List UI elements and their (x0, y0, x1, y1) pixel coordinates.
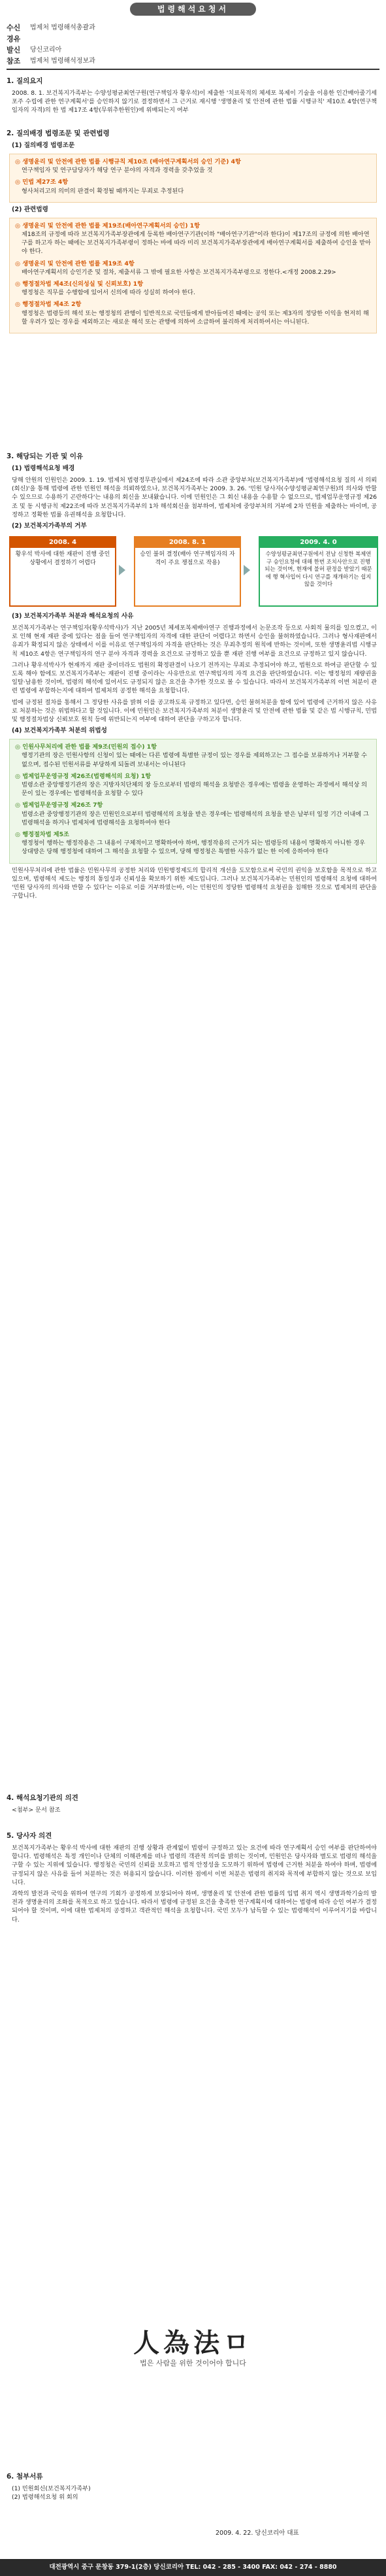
law-title: ◎ 생명윤리 및 안전에 관한 법률 제19조(배아연구계획서의 승인) 1항 (15, 222, 201, 229)
section-2 (7, 128, 379, 333)
section-2-heading: 2. 질의배경 법령조문 및 관련법령 (7, 129, 110, 137)
motto-seal (98, 2329, 288, 2375)
section-3-p5: 민원사무처리에 관한 법률은 민원사무의 공정한 처리와 민원행정제도의 합리적 개선을 도모함으로써 국민의 권익을 보호함을 목적으로 하고 있으며, 법령해석 제도는 행정의 통일성과 신뢰성을 확보하기 위한 제도입니다. 그러나 보건복지가족부는 민원인의 법령해석 요청에 대하여 '민원 당사자의 의사와 반할 수 있다'는 이유로 이를 거부하였는바, 이는 민원인의 정당한 법령해석 요청권을 침해한 것으로 법제처의 판단을 구합니다. (12, 866, 377, 900)
section-4-body: <첨부> 문서 참조 (12, 1806, 61, 1814)
attachment-item: (1) 민원회신(보건복지가족부) (12, 2485, 91, 2492)
law-item (15, 300, 371, 326)
section-1-heading: 1. 질의요지 (7, 77, 43, 85)
section-3-sub1: (1) 법령해석요청 배경 (12, 465, 75, 472)
via-label: 경유 (7, 35, 21, 43)
from-row (7, 44, 379, 56)
attachment-item: (2) 법령해석요청 위 회의 (12, 2494, 78, 2501)
section-6 (7, 2471, 379, 2501)
timeline-card (9, 536, 116, 607)
section-1-body: 2008. 8. 1. 보건복지가족부는 수양성평균최연구원(연구책임자 황우석)이 제출한 '치료목적의 체세포 복제이 기술을 이용한 인간배아줄기세포주 수립에 관한 연구계획서'를 승인하지 않기로 결정하면서 그 근거로 재시행 '생명윤리 및 안전에 관한 법률 시행규칙' 제10조 4항(연구책임자의 자격)의 한 법 제17조 4항(무위추한원인)에 위배되는지 여부 (12, 90, 377, 114)
law-body: 연구책임자 및 연구담당자가 해당 연구 분야의 자격과 경력을 갖추었을 것 (22, 167, 213, 175)
law-item (15, 158, 371, 175)
law-title: ◎ 생명윤리 및 안전에 관한 법률 제19조 4항 (15, 260, 135, 267)
law-item (15, 743, 371, 769)
law-body: 행정청은 법령등의 해석 또는 행정청의 관행이 일반적으로 국민들에게 받아들여진 때에는 공익 또는 제3자의 정당한 이익을 현저히 해할 우려가 있는 경우를 제외하고는 새로운 해석 또는 관행에 의하여 소급하여 불리하게 처리하여서는 아니된다. (22, 309, 369, 326)
section-3-heading: 3. 해당되는 기관 및 이유 (7, 452, 84, 460)
to-label: 수신 (7, 24, 21, 32)
law-title: ◎ 민법 제27조 4항 (15, 178, 69, 186)
law-item (15, 772, 371, 798)
law-title: ◎ 인원사무처리에 관한 법률 제9조(민원의 접수) 1항 (15, 743, 157, 751)
section-2-sub1: (1) 질의배경 법령조문 (12, 142, 75, 149)
section-4-heading: 4. 해석요청기관의 의견 (7, 1794, 78, 1802)
timeline-card (259, 536, 378, 607)
law-title: ◎ 행정절차법 제5조 (15, 831, 69, 839)
law-item (15, 222, 371, 256)
ref-value: 법제처 법령해석정보과 (30, 58, 95, 65)
signature-line: 2009. 4. 22. 당신코리아 대표 (216, 2530, 299, 2537)
law-body: 제18조의 규정에 따라 보건복지가족부장관에게 등록한 배아연구기관(이하 "배아연구기관"이라 한다)이 제17조의 규정에 의한 배아연구를 하고자 하는 때에는 보건복지가족부령이 정하는 바에 따라 미리 보건복지가족부장관에게 배아연구계획서를 제출하여 승인을 받아야 한다. (22, 231, 371, 256)
laws-box-1 (9, 154, 377, 203)
law-title: ◎ 행정절차법 제4조(신의성실 및 신뢰보호) 1항 (15, 280, 144, 288)
to-value: 법제처 법령해석총괄과 (30, 24, 95, 31)
law-body: 행정기관의 장은 민원사항의 신청이 있는 때에는 다른 법령에 특별한 규정이 있는 경우를 제외하고는 그 접수를 보류하거나 거부할 수 없으며, 접수된 민원서류를 부당하게 되돌려 보내서는 아니된다 (22, 752, 367, 768)
laws-box-2 (9, 218, 377, 333)
timeline-card (134, 536, 241, 607)
section-5-p1: 보건복지가족부는 황우석 박사에 대한 재판의 진행 상황과 관계없이 법령이 규정하고 있는 요건에 따라 연구계획서 승인 여부를 판단하여야 합니다. 법령해석은 특정 개인이나 단체의 이해관계를 떠나 법령의 객관적 의미를 밝히는 것이며, 민원인은 당사자와 별도로 법령의 해석을 구할 수 있는 지위에 있습니다. 행정청은 국민의 신뢰를 보호하고 법적 안정성을 도모하기 위하여 법령에 근거한 처분을 하여야 하며, 법령에 규정되지 않은 사유를 들어 처분하는 것은 허용되지 않습니다. 이러한 점에서 이번 처분은 법령의 취지와 목적에 부합하지 않는 것으로 보입니다. (12, 1844, 377, 1886)
section-1 (7, 76, 379, 115)
document-title: 법령해석요청서 (130, 3, 256, 16)
from-value: 당신코리아 (30, 46, 62, 54)
law-body: 법령소관 중앙행정기관의 장은 지방자치단체의 장 등으로부터 법령의 해석을 요청받은 경우에는 법령을 운영하는 과정에서 해석상 의문이 있는 경우에는 법령해석을 요청할 수 있다 (22, 781, 368, 798)
law-item (15, 801, 371, 827)
timeline-date: 2009. 4. 0 (260, 537, 377, 548)
timeline-text: 수양성평균최연구원에서 전남 신청한 복제연구 승인요청에 대해 한번 조치사안으로 진행되는 것이며, 현재에 불허 판정을 받았기 때문에 행 혁사입어 다시 연구를 재개하기는 쉽지 않을 것이다 (265, 551, 372, 588)
law-item (15, 830, 371, 856)
footer-contact: 대전광역시 중구 문창동 379-1(2층) 당신코리아 TEL: 042 - 285 - 3400 FAX: 042 - 274 - 8880 (0, 2559, 386, 2576)
law-title: ◎ 생명윤리 및 안전에 관한 법률 시행규칙 제10조 (배아연구계획서의 승인 기준) 4항 (15, 158, 241, 165)
section-5-heading: 5. 당사자 의견 (7, 1832, 52, 1840)
ref-row (7, 56, 379, 67)
law-body: 형사처리고의 의미의 판결이 확정될 때까지는 무죄로 추정된다 (22, 187, 184, 195)
to-row (7, 22, 379, 33)
law-item (15, 178, 371, 195)
section-3-p4: 법에 규정된 절차를 통해서 그 정당한 사유를 밝혀 이를 공고하도록 규정하고 있다면, 승인 불허처분을 함에 있어 법령에 근거하지 않은 사유로 처분하는 것은 위법하다고 할 것입니다. 이에 민원인은 보건복지가족부의 처분이 생명윤리 및 안전에 관한 법률 및 같은 법 시행규칙, 민법 및 행정절차법상 신뢰보호 원칙 등에 위반되는지 여부에 대하여 판단을 구하고자 합니다. (12, 698, 377, 724)
legality-box (9, 739, 377, 863)
timeline-date: 2008. 8. 1 (135, 537, 240, 548)
timeline (9, 536, 377, 609)
law-body: 배아연구계획서의 승인기준 및 절차, 제출서류 그 밖에 필요한 사항은 보건복지가족부령으로 정한다.<개정 2008.2.29> (22, 268, 336, 276)
title-bar (0, 0, 386, 18)
law-body: 행정청이 행하는 행정작용은 그 내용이 구체적이고 명확하여야 하며, 행정작용의 근거가 되는 법령등의 내용이 명확하지 아니한 경우 상대방은 당해 행정청에 대하여 그 해석을 요청할 수 있으며, 당해 행정청은 특별한 사유가 없는 한 이에 응하여야 한다 (22, 839, 365, 856)
timeline-text: 황우석 박사에 대한 재판이 진행 중인 상황에서 결정하기 어렵다 (15, 551, 110, 566)
section-5 (7, 1831, 379, 1924)
header-divider (7, 69, 379, 70)
arrow-icon (119, 565, 125, 575)
law-title: ◎ 법제업무운영규정 제26조(법령해석의 요청) 1항 (15, 772, 152, 780)
section-2-sub2: (2) 관련법령 (12, 205, 48, 213)
section-3-sub3: (3) 보건복지가족부 처분과 해석요청의 사유 (12, 613, 134, 620)
from-label: 발신 (7, 46, 21, 54)
section-3-p2: 보건복지가족부는 연구책임자(황우석박사)가 지난 2005년 체세포복제배아연구 진행과정에서 논문조작 등으로 사회적 물의를 일으켰고, 이로 인해 현재 재판 중에 있다는 점을 들어 연구책임자의 자격에 대한 판단이 어렵다고 하면서 승인을 불허하였습니다. 그러나 형사재판에서 유죄가 확정되지 않은 상태에서 이를 이유로 연구책임자의 자격을 판단하는 것은 무죄추정의 원칙에 반하는 것이며, 또한 생명윤리법 시행규칙 제10조 4항은 연구책임자의 연구 분야 자격과 경력을 요건으로 규정하고 있을 뿐 재판 진행 여부를 요건으로 규정하고 있지 않습니다. (12, 624, 377, 658)
section-3-sub4: (4) 보건복지가족부 처분의 위법성 (12, 727, 107, 735)
section-3-sub2: (2) 보건복지가족부의 거부 (12, 522, 87, 530)
section-3-p3: 그러나 황우석박사가 현재까지 재판 중이더라도 법원의 확정판결이 나오기 전까지는 무죄로 추정되어야 하고, 법원으로 하여금 판단할 수 있도록 해야 함에도 보건복지가족부는 재판이 진행 중이라는 사유만으로 연구책임자의 자격 요건을 판단하였습니다. 이는 행정청의 재량권을 일탈·남용한 것이며, 법령의 해석에 있어서도 규정되지 않은 요건을 추가한 것으로 볼 수 있습니다. 따라서 보건복지가족부의 이번 처분이 관련 법령에 부합하는지에 대하여 법제처의 공정한 해석을 요청합니다. (12, 661, 377, 695)
section-5-p2: 과학의 발전과 국익을 위하여 연구의 기회가 공정하게 보장되어야 하며, 생명윤리 및 안전에 관한 법률의 입법 취지 역시 생명과학기술의 발전과 생명윤리의 조화를 목적으로 하고 있습니다. 따라서 법령에 규정된 요건을 충족한 연구계획서에 대하여는 법령에 따라 승인 여부가 결정되어야 할 것이며, 이에 대한 법제처의 공정하고 객관적인 해석을 요청합니다. 국민 모두가 납득할 수 있는 법령해석이 이루어지기를 바랍니다. (12, 1890, 377, 1924)
law-item (15, 260, 371, 277)
law-body: 행정청은 직무를 수행함에 있어서 신의에 따라 성실히 하여야 한다. (22, 289, 195, 297)
timeline-text: 승인 불허 결정(배아 연구책임자의 자격이 주요 쟁점으로 작용) (140, 551, 235, 566)
law-body: 법령소관 중앙행정기관의 장은 민원인으로부터 법령해석의 요청을 받은 경우에는 법령해석의 요청을 받은 날부터 일정 기간 이내에 그 법령해석을 하거나 법제처에 법령해석을 요청하여야 한다 (22, 810, 369, 826)
law-item (15, 280, 371, 297)
motto-text: 법은 사람을 위한 것이어야 합니다 (140, 2359, 246, 2367)
section-3 (7, 451, 379, 901)
address-block (7, 22, 379, 70)
law-title: ◎ 행정절차법 제4조 2항 (15, 301, 82, 309)
section-4 (7, 1793, 379, 1814)
law-title: ◎ 법제업무운영규정 제26조 7항 (15, 802, 103, 809)
ref-label: 참조 (7, 57, 21, 65)
section-6-heading: 6. 첨부서류 (7, 2473, 43, 2481)
via-row (7, 33, 379, 44)
arrow-icon (244, 565, 250, 575)
motto-calligraphy: 人為法ㅁ (133, 2328, 253, 2358)
timeline-date: 2008. 4 (10, 537, 115, 548)
section-3-p1: 당해 안원의 인원인은 2009. 1. 19. 법제처 법령정무관실에서 제24조에 따라 소관 중앙부처(보건복지가족부)에 '법령해석요청 질의 서 의뢰(회신)'을 통해 법령에 관한 민원인 해석을 의뢰하였으나, 보건복지가족부는 2009. 3. 26. '민원 당사자(수양성평균최연구원)의 의사와 반할 수 있으므로 수용하기 곤란하다'는 내용의 회신을 보내왔습니다. 이에 민원인은 그 회신 내용을 수용할 수 없으므로, 법제업무운영규정 제26조 및 동 시행규칙 제22조에 따라 보건복지가족부의 1차 해석회신을 첨부하여, 법제처에 중앙부처의 거부에 2차 민원을 제출하는 바이며, 공정하고 정확한 법률 유권해석을 요청합니다. (12, 477, 377, 518)
